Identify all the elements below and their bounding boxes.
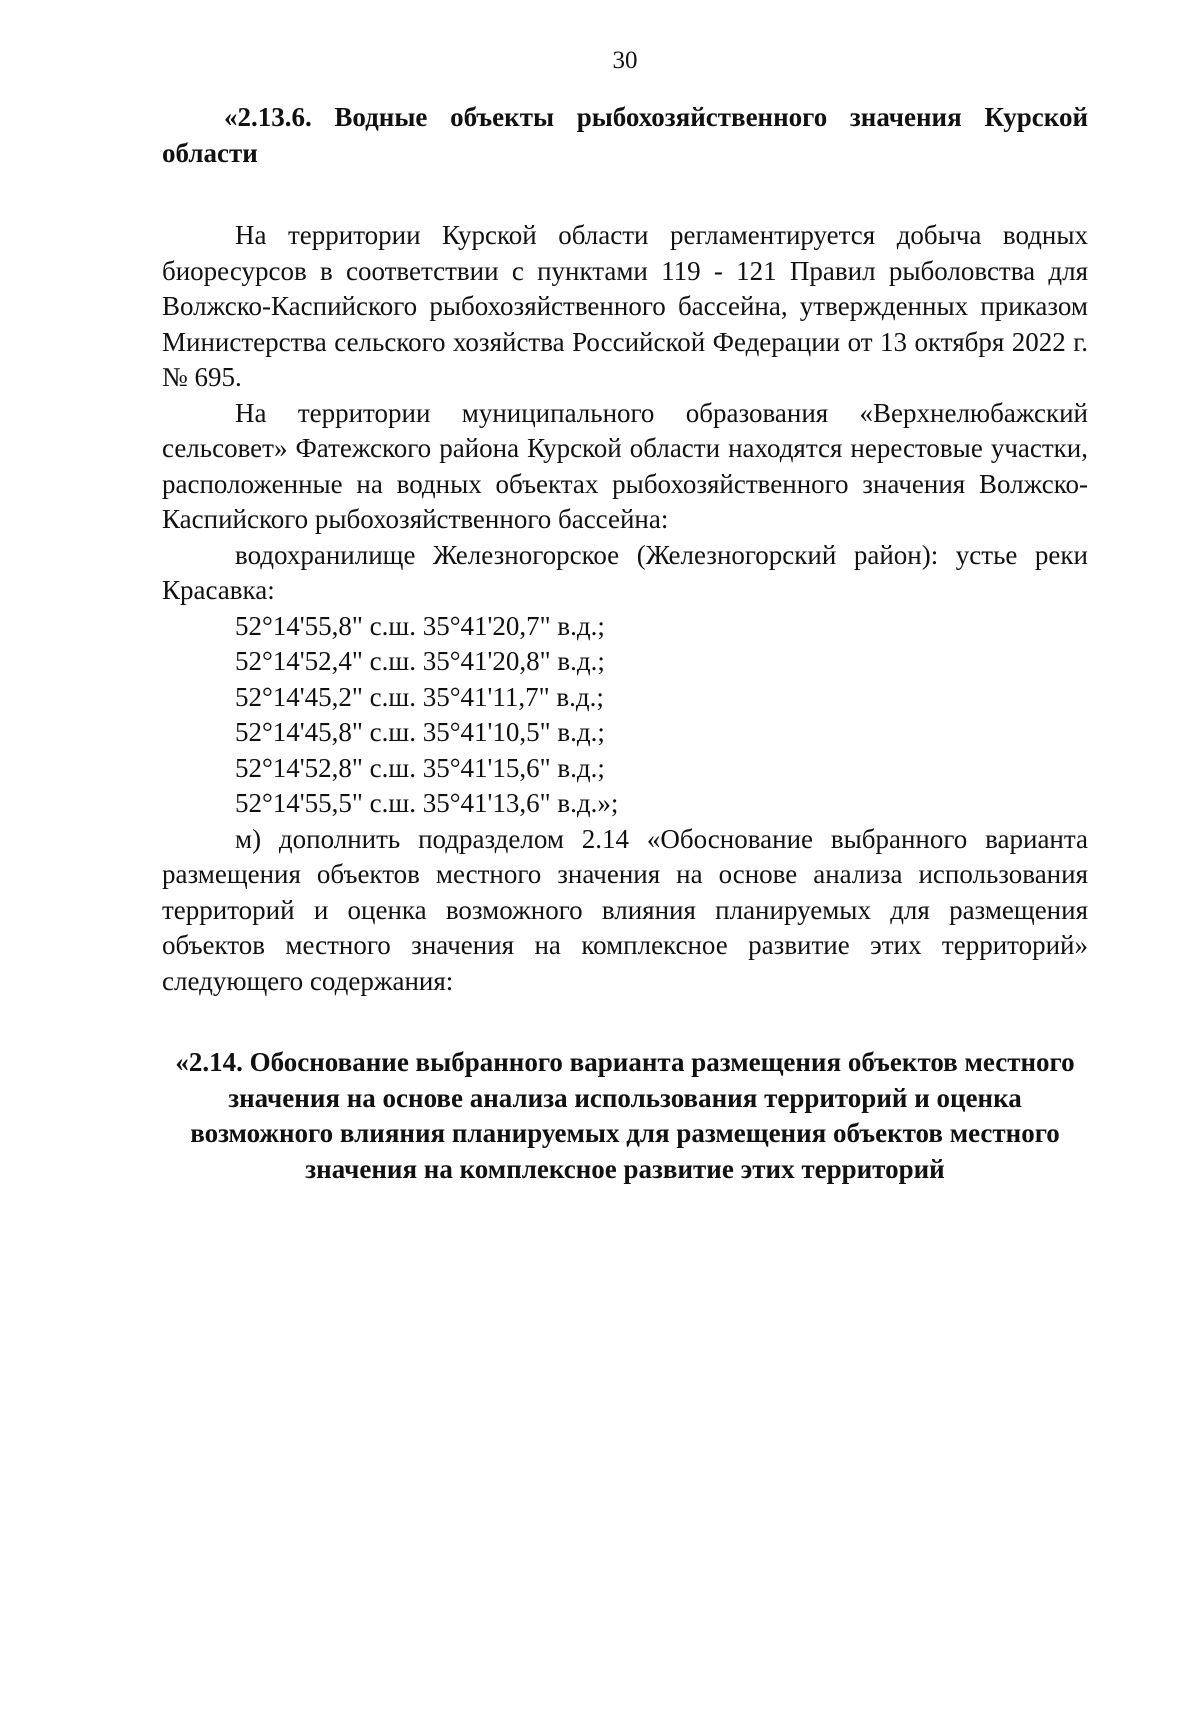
spacer bbox=[162, 999, 1088, 1045]
paragraph-amendment: м) дополнить подразделом 2.14 «Обоснование выбранного варианта размещения объектов местного значения на основе анализа использования территорий и оценка возможного влияния планируемых для размещения объектов местного значения на комплексное развитие этих территорий» следующего содержания: bbox=[162, 823, 1088, 996]
paragraph-fishing-rules: На территории Курской области регламентируется добыча водных биоресурсов в соответствии с пунктами 119 - 121 Правил рыболовства для Волжско-Каспийского рыбохозяйственного бассейна, утвержденных приказом Министерства сельского хозяйства Российской Федерации от 13 октября 2022 г. № 695. bbox=[162, 220, 1088, 392]
section-heading-2-13-6: «2.13.6. Водные объекты рыбохозяйственного значения Курской области bbox=[162, 102, 1088, 168]
paragraph-spawning-areas: На территории муниципального образования «Верхнелюбажский сельсовет» Фатежского района Курской области находятся нерестовые участки, расположенные на водных объектах рыбохозяйственного значения Волжско-Каспийского рыбохозяйственного бассейна: bbox=[162, 397, 1088, 534]
coordinate-item: 52°14'45,8" с.ш. 35°41'10,5" в.д.; bbox=[235, 717, 605, 747]
page-number: 30 bbox=[612, 47, 638, 74]
paragraph-reservoir: водохранилище Железногорское (Железногорский район): устье реки Красавка: bbox=[162, 539, 1088, 605]
coordinate-item: 52°14'45,2" с.ш. 35°41'11,7" в.д.; bbox=[235, 681, 604, 712]
coordinate-item: 52°14'52,4" с.ш. 35°41'20,8" в.д.; bbox=[235, 646, 605, 676]
coordinates-list bbox=[162, 609, 1088, 822]
document-body bbox=[162, 100, 1088, 1187]
section-heading-2-14: «2.14. Обоснование выбранного варианта размещения объектов местного значения на основе анализа использования территорий и оценка возможного влияния планируемых для размещения объектов местного значения на комплексное развитие этих территорий bbox=[175, 1047, 1075, 1184]
spacer bbox=[162, 171, 1088, 218]
coordinate-item: 52°14'52,8" с.ш. 35°41'15,6" в.д.; bbox=[235, 752, 605, 783]
coordinate-item: 52°14'55,8" с.ш. 35°41'20,7" в.д.; bbox=[235, 610, 605, 641]
coordinate-item: 52°14'55,5" с.ш. 35°41'13,6" в.д.»; bbox=[235, 788, 619, 818]
